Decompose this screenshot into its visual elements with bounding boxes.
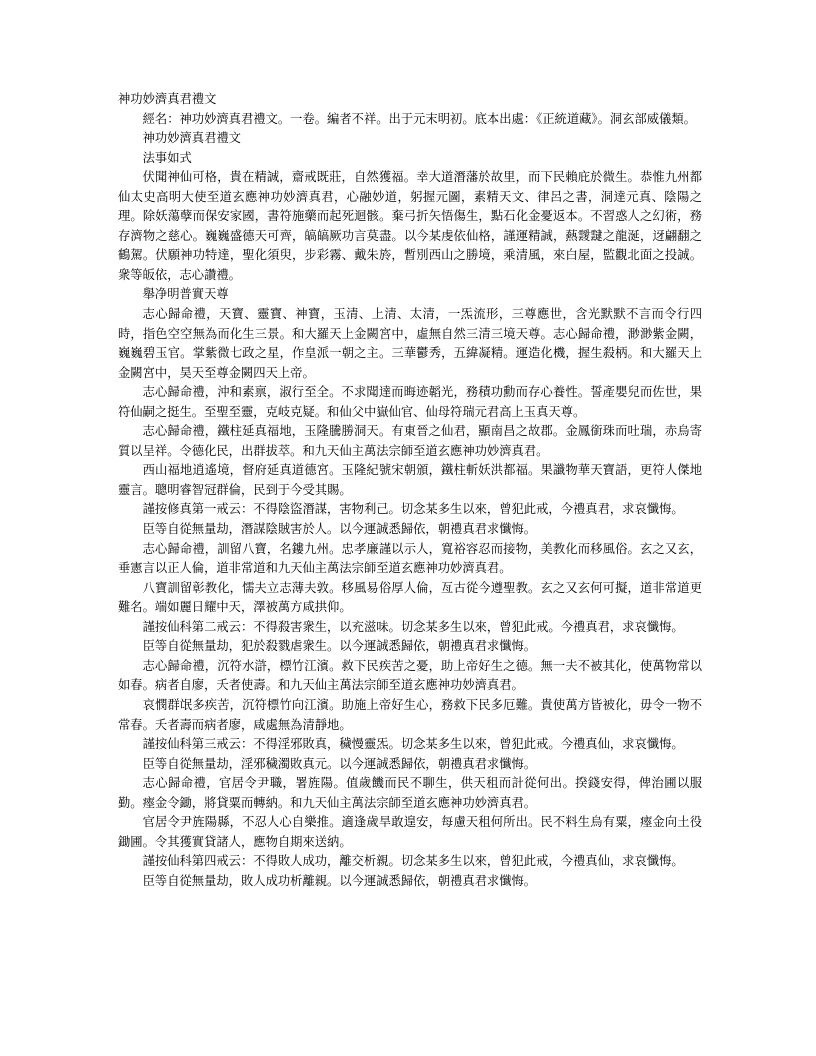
verse-xishan: 西山福地逍遙境，督府延真道德宮。玉隆紀號宋朝頒，鐵柱斬妖洪都福。果讖物華天寶語，更符人傑地靈言。聰明睿智冠群倫，民到于今受其賜。 [118, 463, 702, 497]
homage-second: 志心歸命禮，沖和素禀，淑行至全。不求聞達而晦迹韜光，務積功勳而存心養性。誓產嬰兒而佐世，果符仙嗣之挺生。至聖至靈，克岐克疑。和仙父中嶽仙官、仙母符瑞元君高上玉真天尊。 [118, 385, 702, 419]
verse-babao: 八寶訓留彰教化，懦夫立志薄夫敦。移風易俗厚人倫，亙古從今遵聖教。玄之又玄何可擬，道非常道更難名。端如麗日耀中天，澤被萬方咸拱仰。 [118, 580, 702, 615]
homage-third: 志心歸命禮，鐵柱延真福地，玉隆騰勝洞天。有東晉之仙君，顯南昌之故郡。金鳳銜珠而吐瑞，赤烏寄質以呈祥。令德化民，出群拔萃。和九天仙主萬法宗師至道玄應神功妙濟真君。 [118, 424, 702, 458]
precept-four-confession: 臣等自從無量劫，敗人成功析離親。以今運誠悉歸依，朝禮真君求懺悔。 [142, 873, 537, 888]
verse-aimin: 哀憫群氓多疾苦，沉符標竹向江濱。助施上帝好生心，務救下民多厄難。貴使萬方皆被化，毋令一物不常春。夭者壽而病者廖，咸處無為清靜地。 [118, 697, 702, 732]
precept-two-statement: 謹按仙科第二戒云：不得殺害衆生，以充滋味。切念某多生以來，曾犯此戒。今禮真君，求哀懺悔。 [142, 619, 684, 634]
homage-fourth: 志心歸命禮，訓留八寶，名鏤九州。忠孝廉謹以示人，寬裕容忍而接物，美教化而移風俗。玄之又玄，垂憲言以正人倫，道非常道和九天仙主萬法宗師至道玄應神功妙濟真君。 [118, 541, 702, 576]
precept-one-confession: 臣等自從無量劫，潛謀陰賊害於人。以今運誠悉歸依，朝禮真君求懺悔。 [142, 522, 537, 537]
precept-three-statement: 謹按仙科第三戒云：不得淫邪敗真，穢慢靈炁。切念某多生以來，曾犯此戒。今禮真仙，求哀懺悔。 [142, 737, 684, 752]
precept-one-statement: 謹按修真第一戒云：不得陰盜潛謀，害物利己。切念某多生以來，曾犯此戒，今禮真君，求哀懺悔。 [142, 502, 684, 517]
section-heading-fashi: 法事如式 [142, 150, 192, 165]
heading-juzhengming: 舉净明普實天尊 [142, 287, 229, 302]
homage-fifth: 志心歸命禮，沉符水滸，標竹江濱。救下民疾苦之憂，助上帝好生之德。無一夫不被其化，使萬物常以如春。病者自廖，夭者使壽。和九天仙主萬法宗師至道玄應神功妙濟真君。 [118, 658, 702, 693]
precept-four-statement: 謹按仙科第四戒云：不得敗人成功，離交析親。切念某多生以來，曾犯此戒，今禮真仙，求哀懺悔。 [142, 854, 684, 869]
precept-two-confession: 臣等自從無量劫，犯於殺戮虐衆生。以今運誠悉歸依，朝禮真君求懺悔。 [142, 639, 537, 654]
homage-first: 志心歸命禮，天寶、靈寶、神寶，玉清、上清、太清，一炁流形，三尊應世，含光默默不言而令行四時，指色空空無為而化生三景。和大羅天上金闕宮中，虛無自然三清三境天尊。志心歸命禮，渺渺紫金闕，巍巍碧玉官。掌紫微七政之星，作皇派一朝之主。三華鬱秀，五緯凝精。運造化機，握生殺柄。和大羅天上金闕宮中，昊天至尊金闕四天上帝。 [118, 307, 702, 380]
bibliographic-note: 經名：神功妙濟真君禮文。一卷。編者不祥。出于元末明初。底本出處：《正統道藏》。洞玄部威儀類。 [142, 111, 696, 126]
subtitle-heading: 神功妙濟真君禮文 [142, 131, 241, 146]
verse-guanju: 官居令尹旌陽縣，不忍人心自樂推。適逢歲旱敢遑安，每慮天租何所出。民不料生烏有粟，瘞金向土役鋤圃。令其獲實貸諸人，應物自期來送納。 [118, 815, 702, 849]
precept-three-confession: 臣等自從無量劫，淫邪穢濁敗真元。以今運誠悉歸依，朝禮真君求懺悔。 [142, 756, 537, 771]
homage-sixth: 志心歸命禮，官居令尹職，署旌陽。值歲饑而民不聊生，供天租而計從何出。揆錢安得，俾治圃以服勤。瘞金令鋤，將貸粟而轉納。和九天仙主萬法宗師至道玄應神功妙濟真君。 [118, 776, 702, 810]
title-heading: 神功妙濟真君禮文 [118, 92, 217, 106]
preface-invocation: 伏聞神仙可格，貴在精誠，齋戒既莊，自然獲福。幸大道潛藩於故里，而下民賴庇於微生。恭惟九州都仙太史高明大使至道玄應神功妙濟真君，心融妙道，躬握元圖，素精天文、律呂之書，洞達元真、陰陽之理。除妖蕩孽而保安家國，書符施藥而起死迴骸。棄弓折矢悟傷生，點石化金憂返本。不習惑人之幻術，務存濟物之慈心。巍巍盛德天可齊，皜皜厥功言莫盡。以今某虔依仙格，謹運精誠，爇靉靆之龍涎，迓翩翻之鶴駕。伏願神功特達，聖化須臾，步彩霧、戴朱旍，暫別西山之勝境，乘清風，來白屋，監觀北面之投誠。衆等皈依，志心讚禮。 [118, 170, 702, 282]
document-text-body [118, 90, 702, 891]
